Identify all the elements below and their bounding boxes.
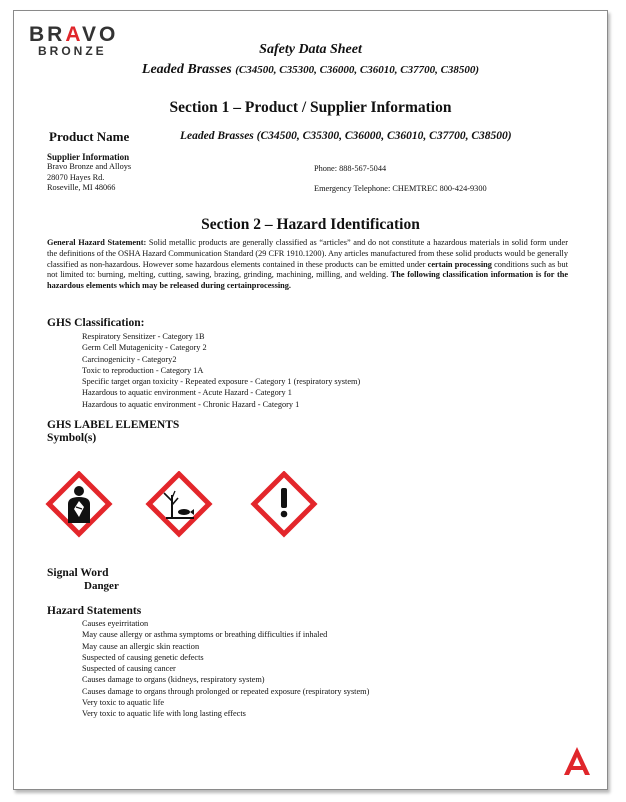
hazard-statements-list (82, 618, 369, 720)
list-item: Respiratory Sensitizer - Category 1B (82, 332, 205, 341)
list-item: Causes damage to organs through prolonged or repeated exposure (respiratory system) (82, 686, 370, 696)
health-hazard-icon (49, 474, 109, 534)
signal-word-value: Danger (84, 580, 119, 592)
signal-word-label: Signal Word (47, 567, 109, 579)
supplier-line: Roseville, MI 48066 (47, 183, 116, 193)
ghs-classification-list (82, 331, 360, 410)
exclamation-mark-icon (254, 474, 314, 534)
section1-title: Section 1 – Product / Supplier Information (169, 99, 452, 116)
symbols-label: Symbol(s) (47, 432, 97, 444)
document-title: Safety Data Sheet (259, 42, 362, 57)
general-hazard-statement: General Hazard Statement: Solid metallic products are generally classified as “articles” and do not constitute a hazardous materials in solid form under the definitions of the OSHA Hazard Communication Standard (29 CFR 1910.1200). Any articles manufactured from these solid products would be generally classified as non-hazardous. However some hazardous elements contained in these products can be emitted under certain processing conditions such as but not limited to: burning, melting, cutting, sawing, brazing, grinding, machining, milling, and welding. The following classification information is for the hazardous elements which may be released during certainprocessing. (47, 238, 569, 291)
supplier-label: Supplier Information (47, 152, 130, 162)
bravo-logo: BRAVO (29, 23, 119, 46)
supplier-info (47, 152, 131, 194)
list-item: Germ Cell Mutagenicity - Category 2 (82, 343, 207, 353)
emergency-phone: Emergency Telephone: CHEMTREC 800-424-9300 (314, 184, 487, 193)
section2-title: Section 2 – Hazard Identification (201, 216, 420, 233)
list-item: Toxic to reproduction - Category 1A (82, 365, 204, 375)
list-item: Causes eyeirritation (82, 619, 149, 628)
hazard-statements-label: Hazard Statements (47, 605, 142, 617)
bronze-logo-text: BRONZE (38, 44, 107, 58)
supplier-phone: Phone: 888-567-5044 (314, 164, 387, 173)
logo-a-mark: A (65, 23, 82, 46)
list-item: May cause an allergic skin reaction (82, 641, 200, 651)
product-name-label: Product Name (49, 129, 130, 144)
list-item: Very toxic to aquatic life with long lasting effects (82, 709, 246, 719)
ghs-classification-label: GHS Classification: (47, 317, 145, 329)
list-item: Suspected of causing cancer (82, 664, 176, 674)
list-item: May cause allergy or asthma symptoms or breathing difficulties if inhaled (82, 630, 328, 640)
list-item: Hazardous to aquatic environment - Chronic Hazard - Category 1 (82, 399, 300, 409)
ghs-pictograms (44, 471, 344, 551)
sds-page (13, 10, 608, 790)
supplier-line: 28070 Hayes Rd. (47, 172, 105, 182)
environment-icon (149, 474, 209, 534)
list-item: Very toxic to aquatic life (82, 698, 165, 708)
list-item: Suspected of causing genetic defects (82, 652, 204, 662)
document-subtitle: Leaded Brasses (C34500, C35300, C36000, C36010, C37700, C38500) (141, 62, 480, 77)
supplier-line: Bravo Bronze and Alloys (47, 162, 132, 172)
ghs-label-elements-heading: GHS LABEL ELEMENTS (47, 419, 180, 431)
list-item: Causes damage to organs (kidneys, respiratory system) (82, 675, 265, 685)
bravo-a-logo-icon (562, 745, 592, 777)
list-item: Specific target organ toxicity - Repeated exposure - Category 1 (respiratory system) (82, 377, 361, 387)
list-item: Hazardous to aquatic environment - Acute Hazard - Category 1 (82, 388, 292, 398)
list-item: Carcinogenicity - Category2 (82, 354, 177, 364)
product-name-value: Leaded Brasses (C34500, C35300, C36000, C36010, C37700, C38500) (180, 130, 512, 142)
